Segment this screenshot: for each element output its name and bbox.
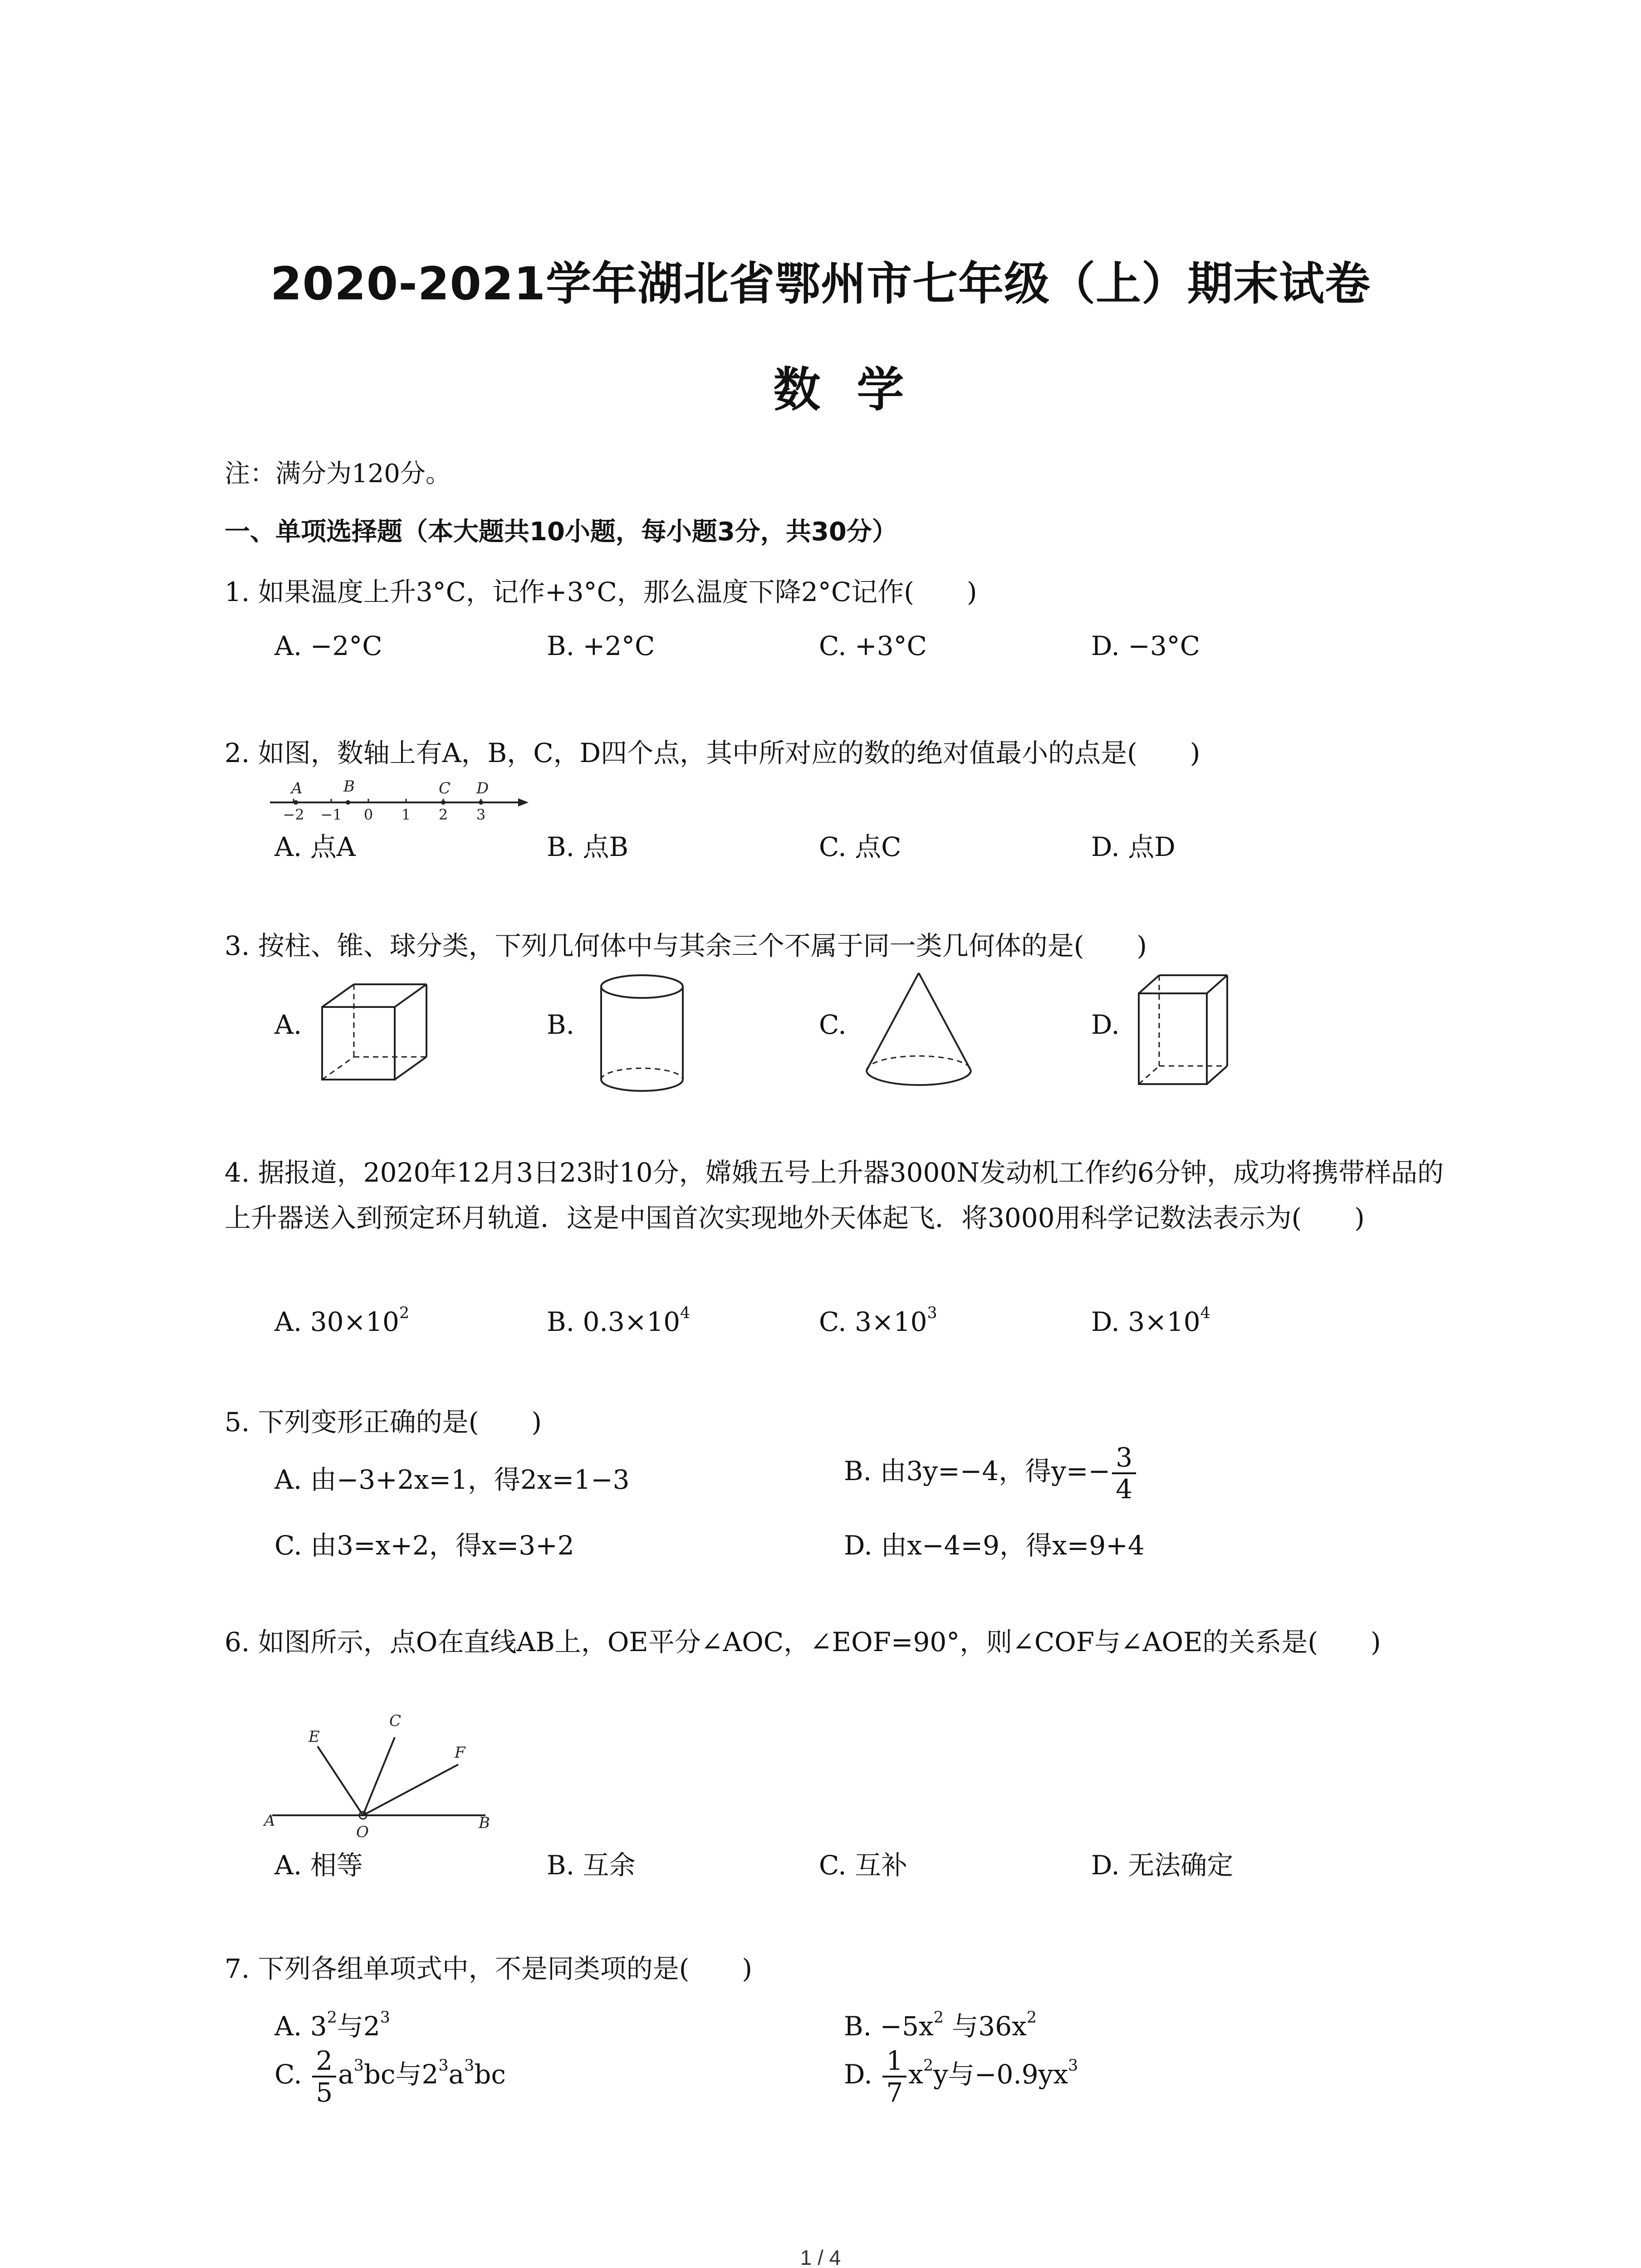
axis-tick-label: 2 xyxy=(438,806,448,823)
axis-point-label: C xyxy=(439,779,451,797)
number-line-figure xyxy=(268,778,531,828)
angle-figure xyxy=(259,1703,504,1844)
question-4-stem: 4. 据报道，2020年12月3日23时10分，嫦娥五号上升器3000N发动机工作约6分钟，成功将携带样品的上升器送入到预定环月轨道．这是中国首次实现地外天体起飞．将3000用科学记数法表示为( ) xyxy=(225,1157,1444,1233)
question-5-stem: 5. 下列变形正确的是( ) xyxy=(225,1407,542,1437)
question-7-stem: 7. 下列各组单项式中，不是同类项的是( ) xyxy=(225,1953,753,1984)
cylinder-figure xyxy=(594,971,690,1098)
q4-option-a: A. $30\times 10^2$ xyxy=(274,1304,410,1337)
q2-option-c: C. 点C xyxy=(819,831,901,862)
axis-tick-label: 1 xyxy=(401,806,411,823)
exam-subject: 数学 xyxy=(773,362,941,417)
q6-option-a: A. 相等 xyxy=(274,1850,363,1881)
fraction: $\frac{2}{5}$ xyxy=(312,2046,336,2107)
q7-option-d: D. $\frac{1}{7}$ $x^2y$与$-0.9yx^3$ xyxy=(844,2045,1078,2108)
q4-option-c: C. $3\times 10^3$ xyxy=(819,1304,937,1337)
q2-option-b: B. 点B xyxy=(547,831,629,862)
q3-option-d: D. xyxy=(1091,1009,1120,1040)
angle-label: E xyxy=(309,1728,320,1746)
exam-title: 2020-2021学年湖北省鄂州市七年级（上）期末试卷 xyxy=(270,257,1371,310)
q1-option-d: D. −3°C xyxy=(1091,631,1200,661)
question-3-stem: 3. 按柱、锥、球分类，下列几何体中与其余三个不属于同一类几何体的是( ) xyxy=(225,930,1147,961)
q2-option-d: D. 点D xyxy=(1091,831,1176,862)
question-2-stem: 2. 如图，数轴上有A，B，C，D四个点，其中所对应的数的绝对值最小的点是( ) xyxy=(225,738,1200,768)
axis-point-label: B xyxy=(343,778,355,796)
axis-tick-label: 3 xyxy=(476,806,486,823)
axis-tick-label: −2 xyxy=(283,806,304,823)
q6-option-b: B. 互余 xyxy=(547,1850,636,1881)
q5-option-b: B. 由3y=−4，得y=− $\frac{3}{4}$ xyxy=(844,1442,1138,1504)
q3-option-a: A. xyxy=(274,1009,302,1040)
question-6-stem: 6. 如图所示，点O在直线AB上，OE平分∠AOC，∠EOF=90°，则∠COF与∠AOE的关系是( ) xyxy=(225,1627,1381,1657)
angle-label: C xyxy=(389,1712,402,1730)
prism-figure xyxy=(1134,971,1234,1093)
q7-option-c: C. $\frac{2}{5}$ $a^3bc$与$2^3a^3bc$ xyxy=(274,2045,506,2108)
angle-label: F xyxy=(455,1744,465,1762)
q2-option-a: A. 点A xyxy=(274,831,356,862)
q4-option-d: D. $3\times 10^4$ xyxy=(1091,1304,1210,1337)
q5-option-d: D. 由x−4=9，得x=9+4 xyxy=(844,1530,1145,1561)
angle-label: B xyxy=(479,1814,490,1832)
q7-option-a: A. $3^2$与$2^3$ xyxy=(274,2009,390,2042)
angle-label: A xyxy=(264,1812,275,1830)
axis-point-label: A xyxy=(291,779,303,797)
q1-option-c: C. +3°C xyxy=(819,631,927,661)
section-heading: 一、单项选择题（本大题共10小题，每小题3分，共30分） xyxy=(225,517,897,547)
axis-point-label: D xyxy=(476,779,489,797)
q6-option-d: D. 无法确定 xyxy=(1091,1850,1234,1881)
fraction: $\frac{3}{4}$ xyxy=(1112,1442,1136,1504)
q6-option-c: C. 互补 xyxy=(819,1850,908,1881)
page-number: 1 / 4 xyxy=(800,2246,841,2268)
q1-option-b: B. +2°C xyxy=(547,631,655,661)
cube-figure xyxy=(318,980,436,1089)
q1-option-a: A. −2°C xyxy=(274,631,382,661)
q3-option-b: B. xyxy=(547,1009,575,1040)
fraction: $\frac{1}{7}$ xyxy=(882,2046,906,2107)
q7-option-b: B. $-5x^2$ 与$36x^2$ xyxy=(844,2009,1037,2042)
q5-option-c: C. 由3=x+2，得x=3+2 xyxy=(274,1530,574,1561)
question-1-stem: 1. 如果温度上升3°C，记作+3°C，那么温度下降2°C记作( ) xyxy=(225,577,977,607)
q4-option-b: B. $0.3\times 10^4$ xyxy=(547,1304,691,1337)
score-note: 注：满分为120分。 xyxy=(225,459,451,489)
q5-option-a: A. 由−3+2x=1，得2x=1−3 xyxy=(274,1464,630,1495)
q3-option-c: C. xyxy=(819,1009,847,1040)
angle-label: O xyxy=(356,1823,369,1841)
axis-tick-label: −1 xyxy=(320,806,342,823)
axis-tick-label: 0 xyxy=(363,806,373,823)
cone-figure xyxy=(860,968,978,1091)
